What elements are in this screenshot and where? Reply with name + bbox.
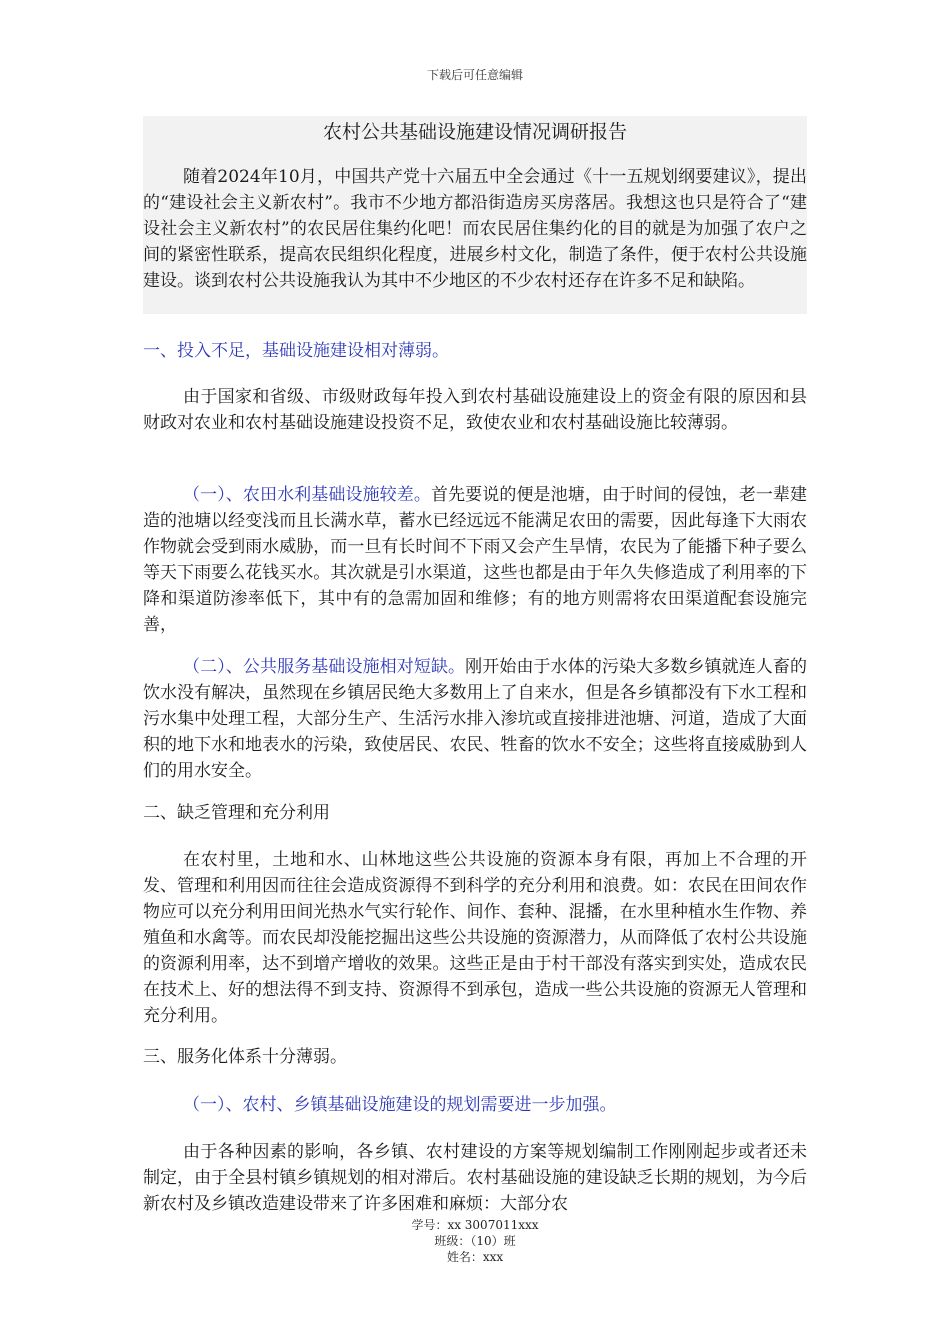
footer-student-id: 学号：xx 3007011xxx [411, 1218, 539, 1232]
section1-heading: 一、投入不足，基础设施建设相对薄弱。 [143, 341, 449, 361]
section2-paragraph: 在农村里，土地和水、山林地这些公共设施的资源本身有限，再加上不合理的开发、管理和利用因而往往会造成资源得不到科学的充分利用和浪费。如：农民在田间农作物应可以充分利用田间光热水气实行轮作、间作、套种、混播，在水里种植水生作物、养殖鱼和水禽等。而农民却没能挖掘出这些公共设施的资源潜力，从而降低了农村公共设施的资源利用率，达不到增产增收的效果。这些正是由于村干部没有落实到实处，造成农民在技术上、好的想法得不到支持、资源得不到承包，造成一些公共设施的资源无人管理和充分利用。 [143, 850, 807, 1026]
section1-sub1-paragraph [143, 482, 807, 638]
footer-name: 姓名：xxx [446, 1250, 504, 1264]
footer-class: 班级：（10）班 [434, 1234, 516, 1248]
section3-paragraph: 由于各种因素的影响，各乡镇、农村建设的方案等规划编制工作刚刚起步或者还未制定，由于全县村镇乡镇规划的相对滞后。农村基础设施的建设缺乏长期的规划，为今后新农村及乡镇改造建设带来了许多困难和麻烦：大部分农 [143, 1142, 807, 1214]
section1-sub2-lead: （二）、公共服务基础设施相对短缺。 [183, 657, 466, 677]
section1-sub1-lead: （一）、农田水利基础设施较差。 [183, 485, 431, 505]
intro-paragraph: 随着2024年10月，中国共产党十六届五中全会通过《十一五规划纲要建议》，提出的“建设社会主义新农村”。我市不少地方都沿街造房买房落居。我想这也只是符合了“建设社会主义新农村”的农民居住集约化吧！而农民居住集约化的目的就是为加强了农户之间的紧密性联系，提高农民组织化程度，进展乡村文化，制造了条件，便于农村公共设施建设。谈到农村公共设施我认为其中不少地区的不少农村还存在许多不足和缺陷。 [143, 167, 807, 291]
section1-sub2-paragraph [143, 654, 807, 784]
section1-sub1-text: 首先要说的便是池塘，由于时间的侵蚀，老一辈建造的池塘以经变浅而且长满水草，蓄水已经远远不能满足农田的需要，因此每逢下大雨农作物就会受到雨水威胁，而一旦有长时间不下雨又会产生旱情，农民为了能播下种子要么等天下雨要么花钱买水。其次就是引水渠道，这些也都是由于年久失修造成了利用率的下降和渠道防渗率低下，其中有的急需加固和维修；有的地方则需将农田渠道配套设施完善， [143, 485, 808, 635]
section3-sub1-heading: （一）、农村、乡镇基础设施建设的规划需要进一步加强。 [183, 1095, 617, 1115]
section3-heading: 三、服务化体系十分薄弱。 [143, 1047, 347, 1067]
section2-heading: 二、缺乏管理和充分利用 [143, 803, 330, 823]
document-title: 农村公共基础设施建设情况调研报告 [322, 121, 627, 143]
section1-sub2-text: 刚开始由于水体的污染大多数乡镇就连人畜的饮水没有解决，虽然现在乡镇居民绝大多数用上了自来水，但是各乡镇都没有下水工程和污水集中处理工程，大部分生产、生活污水排入渗坑或直接排进池塘、河道，造成了大面积的地下水和地表水的污染，致使居民、农民、牲畜的饮水不安全；这些将直接威胁到人们的用水安全。 [143, 657, 808, 781]
section1-paragraph: 由于国家和省级、市级财政每年投入到农村基础设施建设上的资金有限的原因和县财政对农业和农村基础设施建设投资不足，致使农业和农村基础设施比较薄弱。 [143, 387, 807, 433]
header-note: 下载后可任意编辑 [426, 68, 523, 82]
